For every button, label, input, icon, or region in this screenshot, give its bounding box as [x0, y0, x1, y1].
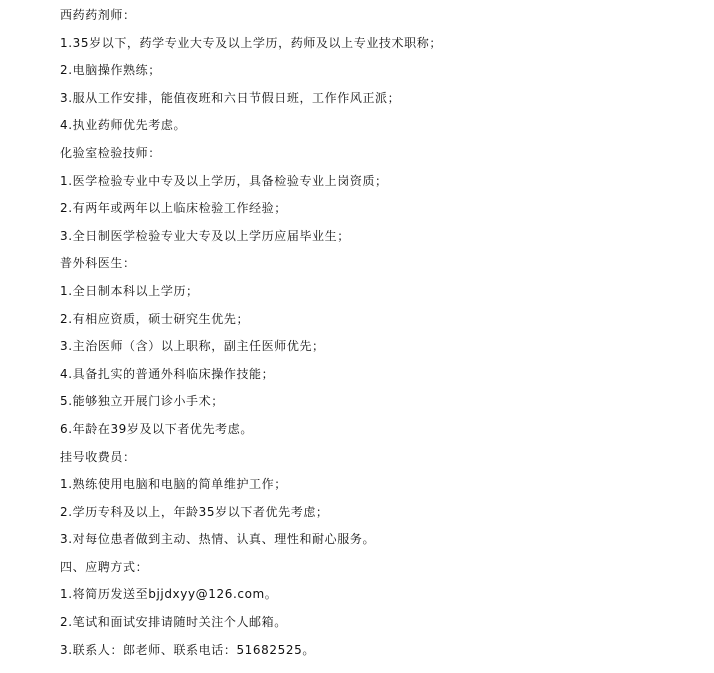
section-heading-pharmacist: 西药药剂师：	[60, 8, 136, 22]
section-heading-application-method: 四、应聘方式：	[60, 559, 149, 574]
application-item: 1.将简历发送至bjjdxyy@126.com。	[60, 587, 278, 602]
application-item: 3.联系人：郎老师、联系电话：51682525。	[60, 642, 315, 657]
requirement-item: 1.熟练使用电脑和电脑的简单维护工作；	[60, 477, 287, 492]
section-heading-cashier: 挂号收费员：	[60, 449, 136, 464]
requirement-item: 1.35岁以下，药学专业大专及以上学历，药师及以上专业技术职称；	[60, 35, 442, 50]
document-body	[60, 2, 700, 664]
requirement-item: 6.年龄在39岁及以下者优先考虑。	[60, 421, 253, 436]
requirement-item: 4.具备扎实的普通外科临床操作技能；	[60, 366, 275, 381]
requirement-item: 2.有两年或两年以上临床检验工作经验；	[60, 201, 287, 216]
section-heading-general-surgeon: 普外科医生：	[60, 256, 136, 271]
requirement-item: 3.服从工作安排，能值夜班和六日节假日班，工作作风正派；	[60, 90, 401, 105]
requirement-item: 5.能够独立开展门诊小手术；	[60, 394, 224, 409]
application-item: 2.笔试和面试安排请随时关注个人邮箱。	[60, 615, 287, 630]
requirement-item: 2.有相应资质，硕士研究生优先；	[60, 311, 250, 326]
requirement-item: 1.全日制本科以上学历；	[60, 283, 199, 298]
section-heading-lab-technician: 化验室检验技师：	[60, 145, 161, 160]
requirement-item: 2.电脑操作熟练；	[60, 63, 161, 78]
requirement-item: 3.主治医师（含）以上职称，副主任医师优先；	[60, 339, 325, 354]
requirement-item: 3.对每位患者做到主动、热情、认真、理性和耐心服务。	[60, 532, 376, 547]
requirement-item: 1.医学检验专业中专及以上学历，具备检验专业上岗资质；	[60, 173, 388, 188]
requirement-item: 3.全日制医学检验专业大专及以上学历应届毕业生；	[60, 228, 350, 243]
requirement-item: 2.学历专科及以上，年龄35岁以下者优先考虑；	[60, 504, 329, 519]
requirement-item: 4.执业药师优先考虑。	[60, 118, 187, 133]
